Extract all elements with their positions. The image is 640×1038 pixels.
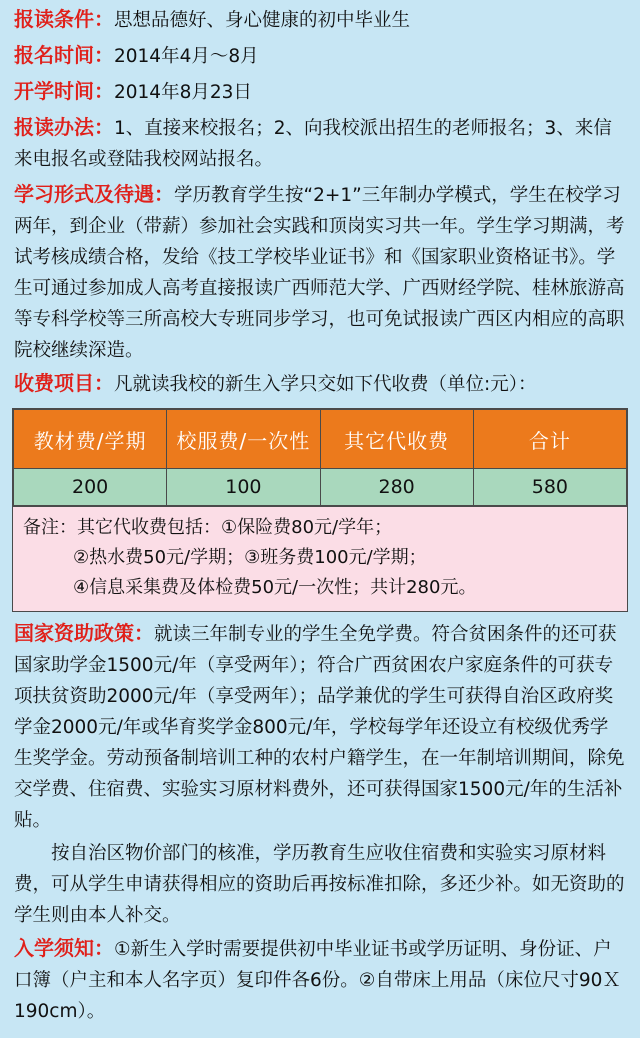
admission-line <box>14 933 626 1027</box>
fee-table-header-row <box>14 410 627 469</box>
start-time-text: 2014年8月23日 <box>114 82 252 103</box>
fees-text: 凡就读我校的新生入学只交如下代收费（单位:元）： <box>114 374 537 395</box>
fees-label: 收费项目： <box>14 371 114 395</box>
policy-text: 就读三年制专业的学生全免学费。符合贫困条件的还可获国家助学金1500元/年（享受两年）；符合广西贫困农户家庭条件的可获专项扶贫资助2000元/年（享受两年）；品学兼优的学生可获得自治区政府奖学金2000元/年或华育奖学金800元/年，学校每学年还设立有校级优秀学生奖学金。劳动预备制培训工种的农村户籍学生，在一年制培训期间，除免交学费、住宿费、实验实习原材料费外，还可获得国家1500元/年的生活补贴。 <box>14 624 625 831</box>
enroll-time-label: 报名时间： <box>14 43 114 67</box>
fee-table <box>13 409 627 506</box>
form-text: 学历教育学生按“2+1”三年制办学模式，学生在校学习两年，到企业（带薪）参加社会实践和顶岗实习共一年。学生学习期满，考试考核成绩合格，发给《技工学校毕业证书》和《国家职业资格证书》。学生可通过参加成人高考直接报读广西师范大学、广西财经学院、桂林旅游高等专科学校等三所高校大专班同步学习，也可免试报读广西区内相应的高职院校继续深造。 <box>14 185 625 361</box>
enroll-time-line <box>14 40 626 72</box>
fee-header-uniform: 校服费/一次性 <box>167 410 320 469</box>
fee-table-box <box>12 408 628 612</box>
form-label: 学习形式及待遇： <box>14 182 174 206</box>
fee-value-total: 580 <box>473 469 626 506</box>
method-label: 报读办法： <box>14 115 114 139</box>
form-line <box>14 179 626 366</box>
condition-label: 报读条件： <box>14 7 114 31</box>
fee-header-total: 合计 <box>473 410 626 469</box>
start-time-line <box>14 76 626 108</box>
condition-line <box>14 0 626 36</box>
condition-text: 思想品德好、身心健康的初中毕业生 <box>114 10 411 31</box>
policy-line-2 <box>14 838 626 931</box>
method-line <box>14 112 626 175</box>
method-text: 1、直接来校报名；2、向我校派出招生的老师报名；3、来信来电报名或登陆我校网站报名。 <box>14 118 612 170</box>
fee-note-line-2: ②热水费50元/学期；③班务费100元/学期； <box>73 547 427 568</box>
policy-label: 国家资助政策： <box>14 621 154 645</box>
fee-header-other: 其它代收费 <box>320 410 473 469</box>
fee-note-line-3: ④信息采集费及体检费50元/一次性；共计280元。 <box>73 577 477 598</box>
policy-line <box>14 618 626 836</box>
enroll-time-text: 2014年4月～8月 <box>114 46 259 67</box>
fee-table-value-row <box>14 469 627 506</box>
fee-value-textbook: 200 <box>14 469 167 506</box>
fee-note <box>13 506 627 611</box>
start-time-label: 开学时间： <box>14 79 114 103</box>
admission-text: ①新生入学时需要提供初中毕业证书或学历证明、身份证、户口簿（户主和本人名字页）复印件各6份。②自带床上用品（床位尺寸90Ｘ190cm）。 <box>14 939 621 1022</box>
fee-value-uniform: 100 <box>167 469 320 506</box>
policy-text-2: 按自治区物价部门的核准，学历教育生应收住宿费和实验实习原材料费，可从学生申请获得相应的资助后再按标准扣除，多还少补。如无资助的学生则由本人补交。 <box>14 843 625 926</box>
fee-note-line-1: 备注：其它代收费包括：①保险费80元/学年； <box>23 517 393 538</box>
admission-label: 入学须知： <box>14 936 114 960</box>
fees-line <box>14 368 626 400</box>
fee-value-other: 280 <box>320 469 473 506</box>
fee-header-textbook: 教材费/学期 <box>14 410 167 469</box>
